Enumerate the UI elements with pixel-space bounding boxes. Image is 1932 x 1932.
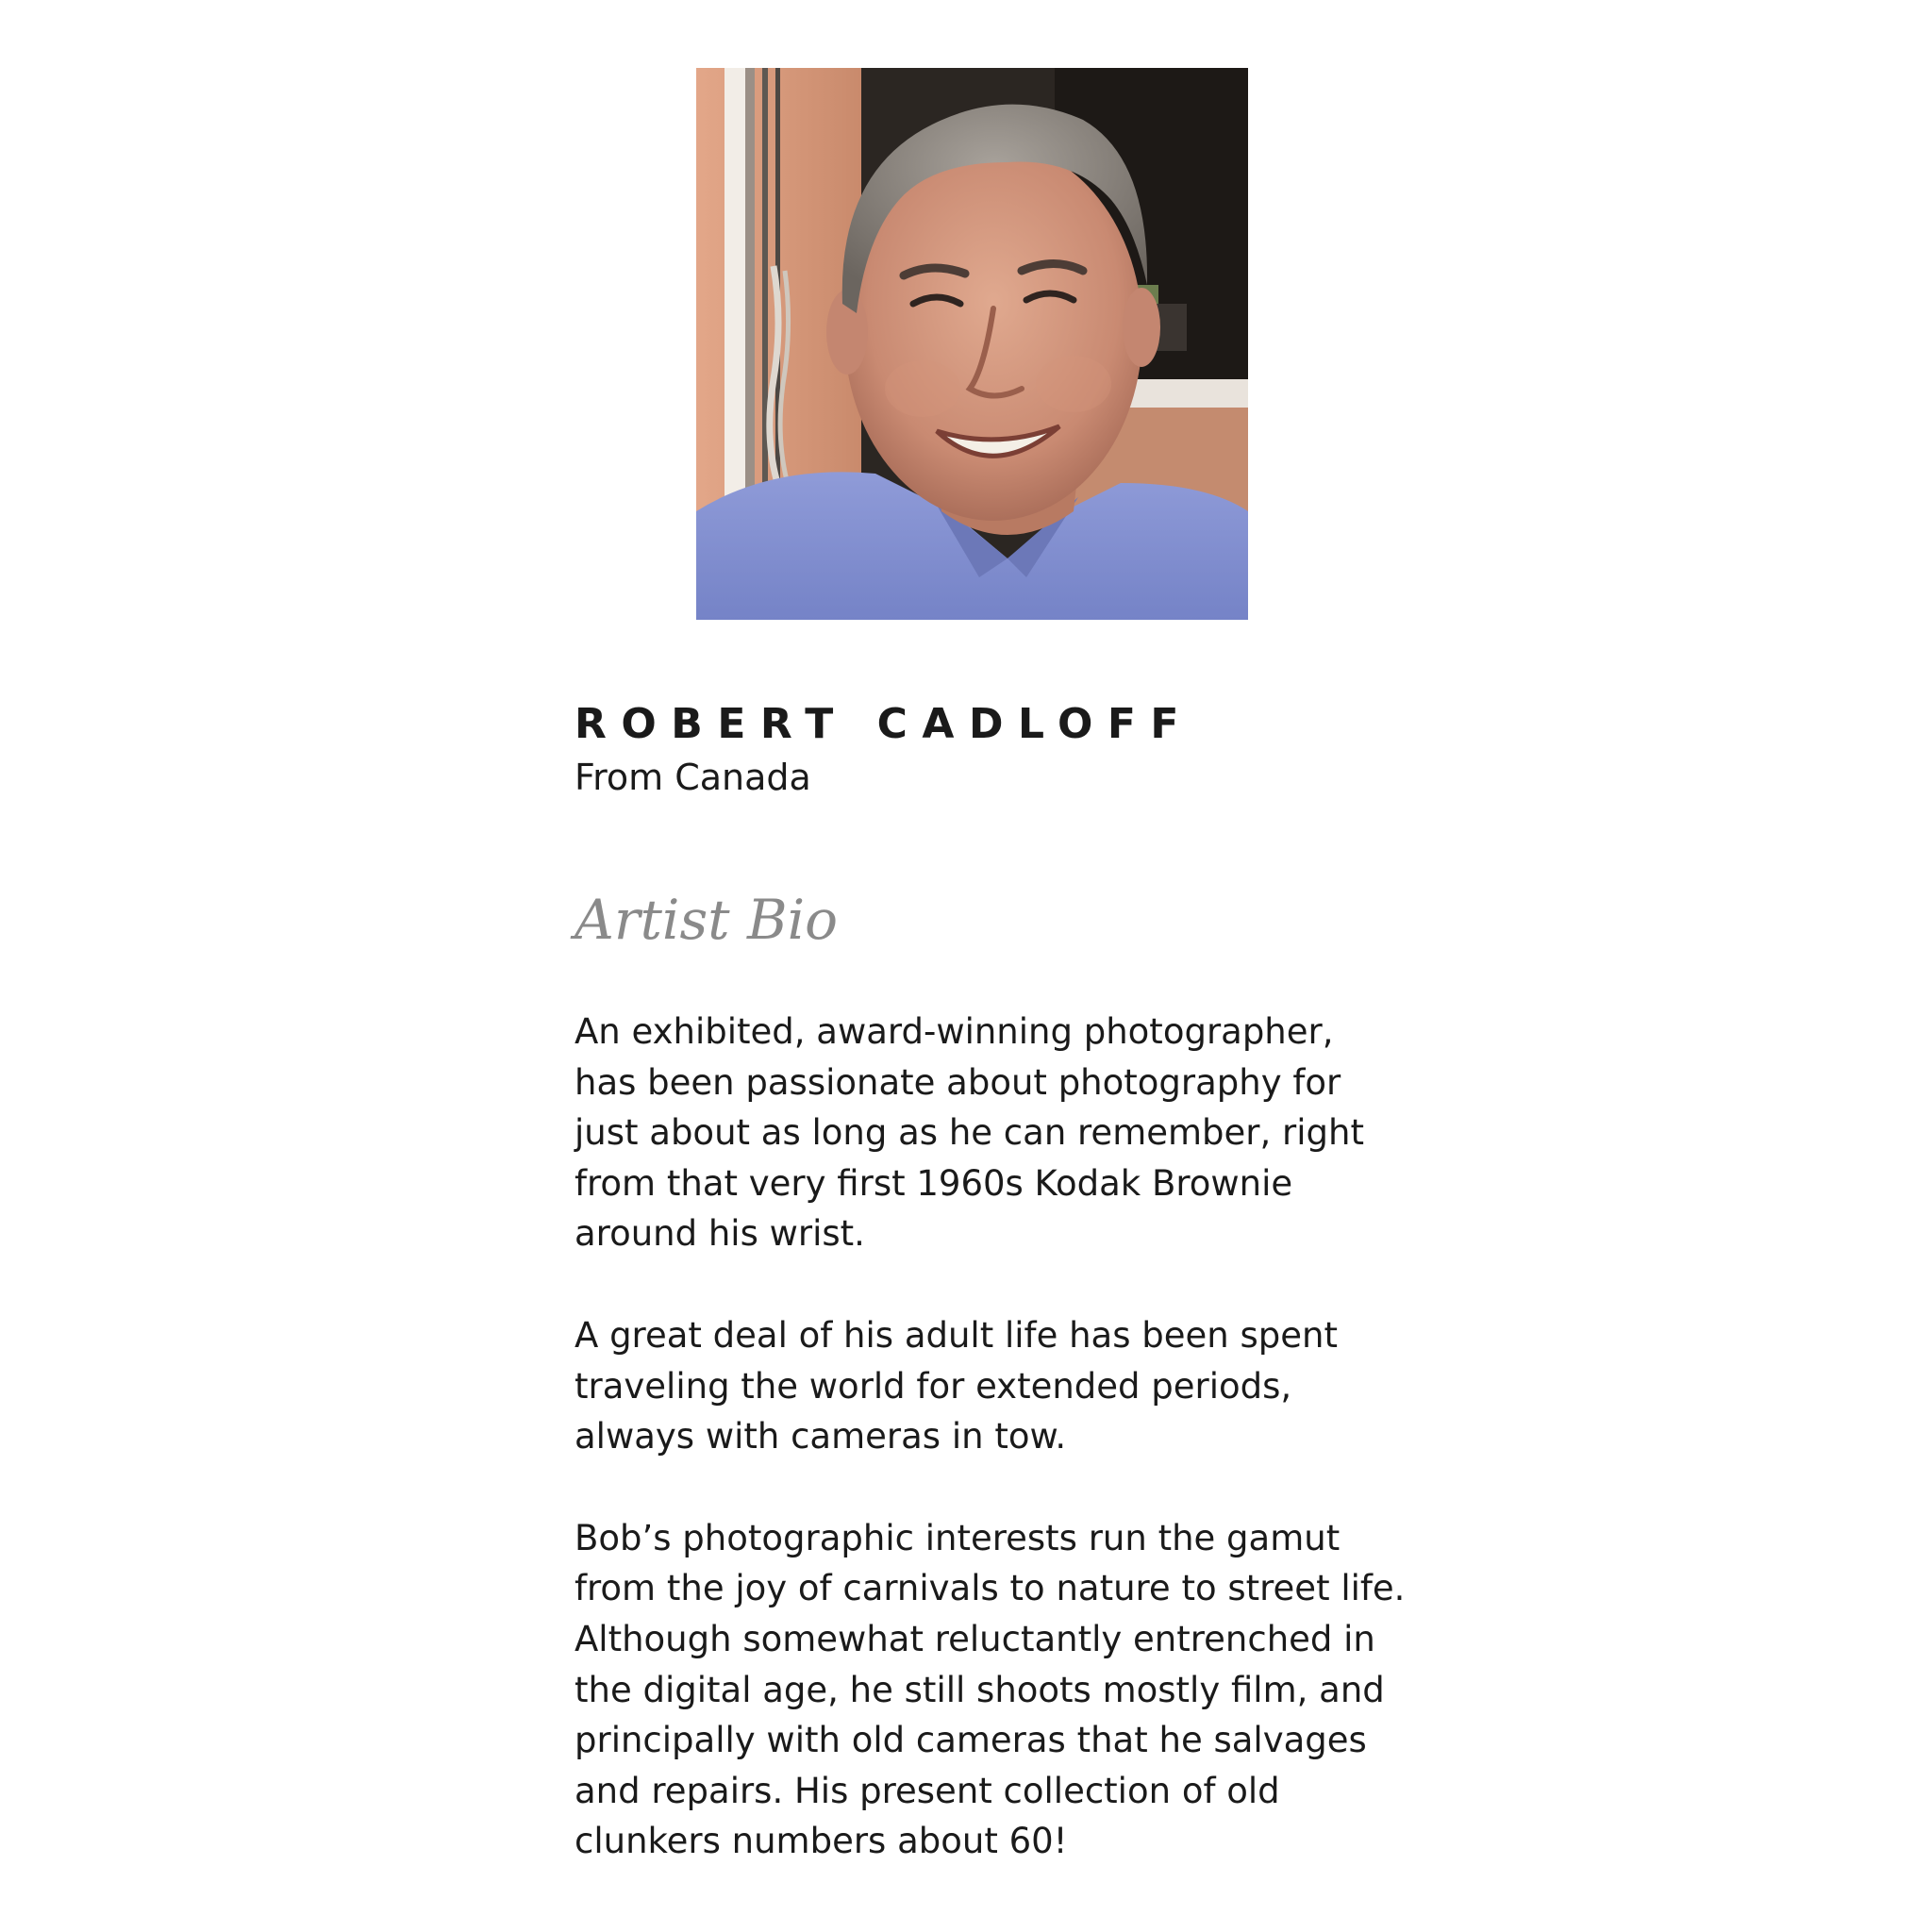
bio-line: the digital age, he still shoots mostly film, and [575, 1669, 1385, 1710]
bio-line: has been passionate about photography for [575, 1061, 1341, 1103]
bio-paragraph [575, 1007, 1424, 1259]
bio-line: and repairs. His present collection of old [575, 1770, 1280, 1811]
bio-line: from the joy of carnivals to nature to street life. [575, 1568, 1406, 1609]
bio-line: traveling the world for extended periods, [575, 1365, 1292, 1407]
bio-body [575, 1007, 1424, 1918]
bio-line: always with cameras in tow. [575, 1416, 1067, 1457]
portrait-illustration [696, 68, 1248, 620]
bio-paragraph [575, 1310, 1424, 1462]
bio-line: Although somewhat reluctantly entrenched in [575, 1618, 1375, 1659]
artist-origin: From Canada [575, 757, 811, 798]
bio-line: An exhibited, award-winning photographer, [575, 1011, 1334, 1052]
bio-paragraph [575, 1513, 1424, 1867]
bio-line: Bob’s photographic interests run the gamut [575, 1517, 1341, 1558]
artist-name: ROBERT CADLOFF [575, 700, 1193, 748]
bio-heading: Artist Bio [575, 888, 839, 952]
bio-line: principally with old cameras that he salvages [575, 1720, 1367, 1761]
artist-portrait-photo [696, 68, 1248, 620]
bio-line: A great deal of his adult life has been spent [575, 1314, 1338, 1356]
bio-line: from that very first 1960s Kodak Brownie [575, 1162, 1293, 1204]
bio-line: just about as long as he can remember, right [575, 1112, 1364, 1154]
bio-line: around his wrist. [575, 1213, 865, 1255]
artist-info [575, 693, 1424, 799]
bio-line: clunkers numbers about 60! [575, 1821, 1068, 1862]
